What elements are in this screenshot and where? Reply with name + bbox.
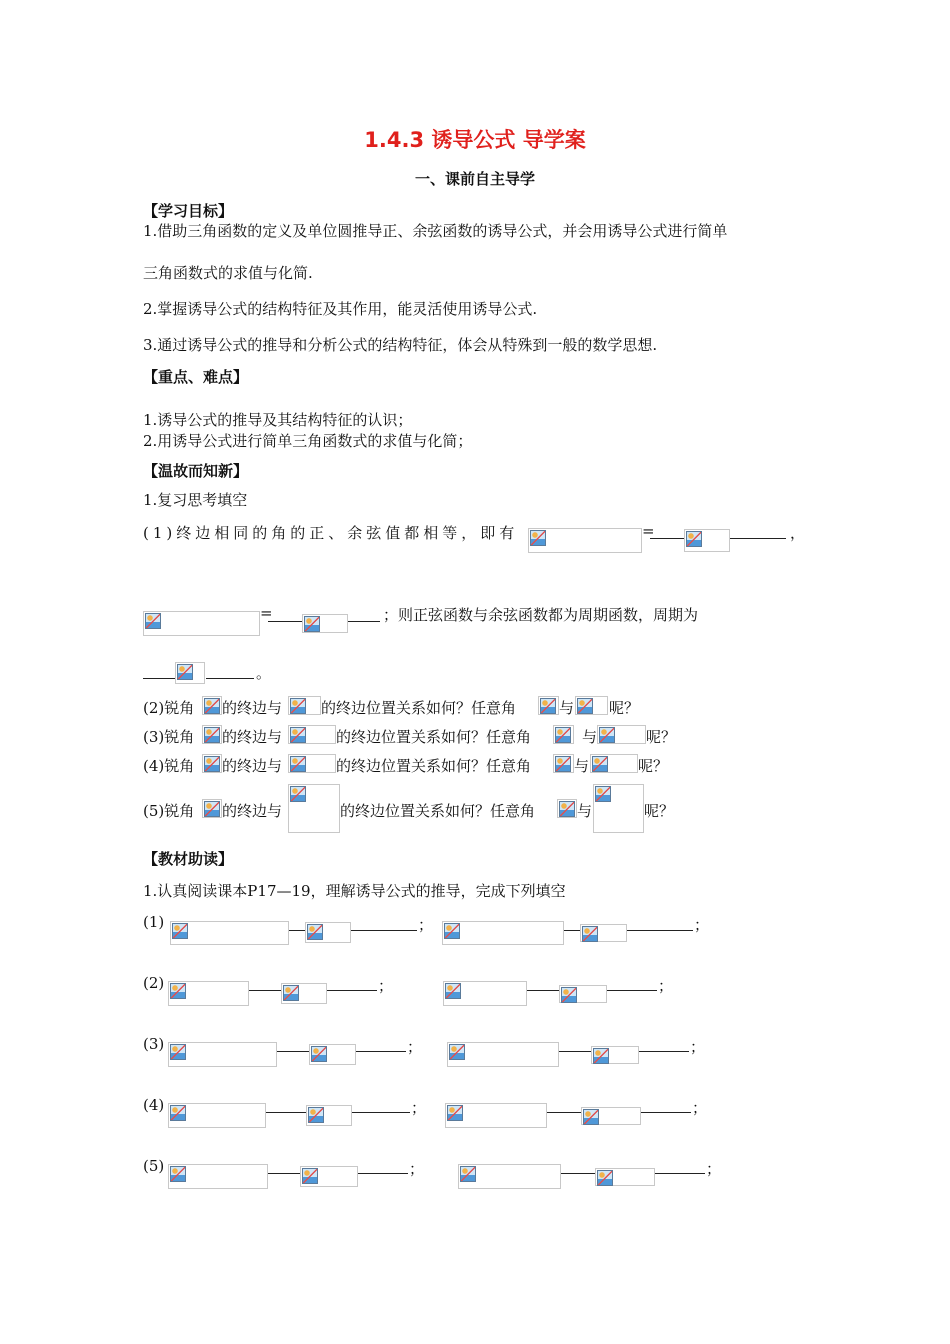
- blank-line: [348, 621, 380, 622]
- blank-line: [639, 1051, 689, 1052]
- separator: ；: [409, 1160, 425, 1178]
- blank-line: [249, 990, 281, 991]
- q3-text: 与: [582, 728, 598, 746]
- broken-image-icon: [577, 698, 593, 714]
- formula-image: [281, 983, 327, 1004]
- q2-text: 与: [559, 699, 575, 717]
- fill-label: (5): [143, 1157, 165, 1175]
- q2-text: 的终边位置关系如何？任意角: [321, 699, 517, 717]
- q4-text: 的终边与: [222, 757, 283, 775]
- broken-image-icon: [283, 985, 299, 1001]
- formula-image: [442, 921, 564, 945]
- formula-image: [305, 922, 351, 943]
- formula-image: [553, 725, 574, 744]
- formula-image: [168, 1164, 268, 1189]
- separator: ；: [378, 977, 394, 995]
- equals-sign: =: [642, 522, 655, 540]
- broken-image-icon: [170, 1105, 186, 1121]
- blank-line: [143, 678, 175, 679]
- broken-image-icon: [311, 1046, 327, 1062]
- broken-image-icon: [145, 613, 161, 629]
- formula-image: [288, 754, 336, 773]
- broken-image-icon: [302, 1168, 318, 1184]
- broken-image-icon: [599, 727, 615, 743]
- reading-intro: 1.认真阅读课本P17—19，理解诱导公式的推导，完成下列填空: [143, 882, 566, 900]
- blank-line: [351, 930, 417, 931]
- broken-image-icon: [177, 664, 193, 680]
- broken-image-icon: [290, 756, 306, 772]
- broken-image-icon: [172, 923, 188, 939]
- blank-line: [564, 930, 580, 931]
- q4-text: 呢？: [638, 757, 669, 775]
- broken-image-icon: [592, 756, 608, 772]
- formula-image: [175, 662, 205, 684]
- separator: ；: [418, 916, 434, 934]
- formula-image: [288, 725, 336, 744]
- formula-image: [458, 1164, 561, 1189]
- review-intro: 1.复习思考填空: [143, 491, 248, 509]
- broken-image-icon: [204, 727, 220, 743]
- broken-image-icon: [204, 801, 220, 817]
- formula-image: [528, 528, 642, 553]
- q3-text: 的终边位置关系如何？任意角: [336, 728, 532, 746]
- formula-image: [443, 981, 527, 1006]
- formula-image: [202, 754, 222, 773]
- blank-line: [559, 1051, 591, 1052]
- blank-line: [641, 1112, 691, 1113]
- broken-image-icon: [304, 616, 320, 632]
- fill-label: (3): [143, 1035, 165, 1053]
- formula-image: [288, 696, 321, 715]
- formula-image: [288, 784, 340, 833]
- broken-image-icon: [460, 1166, 476, 1182]
- formula-image: [580, 924, 627, 942]
- broken-image-icon: [530, 530, 546, 546]
- objective-1-cont: 三角函数式的求值与化简.: [143, 264, 313, 282]
- formula-image: [591, 1046, 639, 1064]
- formula-image: [168, 981, 249, 1006]
- blank-line: [268, 621, 302, 622]
- blank-line: [358, 1173, 408, 1174]
- blank-line: [289, 930, 305, 931]
- objective-3: 3.通过诱导公式的推导和分析公式的结构特征，体会从特殊到一般的数学思想.: [143, 336, 658, 354]
- q2-label: (2)锐角: [143, 699, 195, 717]
- broken-image-icon: [290, 786, 306, 802]
- broken-image-icon: [170, 1044, 186, 1060]
- doc-title: 1.4.3 诱导公式 导学案: [364, 128, 586, 152]
- equals-sign: =: [260, 604, 273, 622]
- blank-line: [561, 1173, 595, 1174]
- blank-line: [268, 1173, 300, 1174]
- broken-image-icon: [308, 1107, 324, 1123]
- q5-text: 呢？: [644, 802, 675, 820]
- broken-image-icon: [447, 1105, 463, 1121]
- blank-line: [277, 1051, 309, 1052]
- section-subtitle: 一、课前自主导学: [414, 170, 535, 188]
- separator: ；: [407, 1038, 423, 1056]
- broken-image-icon: [290, 698, 306, 714]
- formula-image: [597, 725, 646, 744]
- blank-line: [527, 990, 559, 991]
- blank-line: [607, 990, 657, 991]
- key-point-2: 2.用诱导公式进行简单三角函数式的求值与化简；: [143, 432, 473, 450]
- comma: ，: [790, 524, 806, 542]
- key-points-heading: 【重点、难点】: [143, 368, 249, 386]
- formula-image: [300, 1166, 358, 1187]
- blank-line: [356, 1051, 406, 1052]
- q5-text: 的终边位置关系如何？任意角: [340, 802, 536, 820]
- formula-image: [557, 799, 577, 818]
- q2-text: 的终边与: [222, 699, 283, 717]
- formula-image: [684, 529, 730, 552]
- separator: ；: [694, 916, 710, 934]
- broken-image-icon: [449, 1044, 465, 1060]
- reading-heading: 【教材助读】: [143, 850, 234, 868]
- blank-line: [627, 930, 693, 931]
- q1-prefix: (1)终边相同的角的正、余弦值都相等，即有: [143, 524, 519, 542]
- formula-image: [202, 696, 222, 715]
- broken-image-icon: [444, 923, 460, 939]
- blank-line: [206, 678, 254, 679]
- q5-text: 的终边与: [222, 802, 283, 820]
- broken-image-icon: [170, 983, 186, 999]
- q4-text: 与: [574, 757, 590, 775]
- formula-image: [202, 725, 222, 744]
- broken-image-icon: [170, 1166, 186, 1182]
- blank-line: [266, 1112, 306, 1113]
- broken-image-icon: [307, 924, 323, 940]
- formula-image: [575, 696, 608, 715]
- broken-image-icon: [595, 786, 611, 802]
- broken-image-icon: [540, 698, 556, 714]
- blank-line: [730, 538, 786, 539]
- formula-image: [168, 1103, 266, 1128]
- separator: ；: [706, 1160, 722, 1178]
- formula-image: [581, 1107, 641, 1125]
- review-heading: 【温故而知新】: [143, 462, 249, 480]
- broken-image-icon: [686, 531, 702, 547]
- q2-text: 呢？: [609, 699, 640, 717]
- period-statement: ；则正弦函数与余弦函数都为周期函数，周期为: [383, 606, 699, 624]
- formula-image: [595, 1168, 655, 1186]
- formula-image: [538, 696, 559, 715]
- broken-image-icon: [559, 801, 575, 817]
- separator: ；: [411, 1099, 427, 1117]
- q3-text: 的终边与: [222, 728, 283, 746]
- broken-image-icon: [597, 1170, 613, 1186]
- objectives-heading: 【学习目标】: [143, 202, 234, 220]
- fill-label: (2): [143, 974, 165, 992]
- broken-image-icon: [582, 926, 598, 942]
- blank-line: [655, 1173, 705, 1174]
- q5-text: 与: [577, 802, 593, 820]
- fill-label: (4): [143, 1096, 165, 1114]
- objective-2: 2.掌握诱导公式的结构特征及其作用，能灵活使用诱导公式.: [143, 300, 538, 318]
- key-point-1: 1.诱导公式的推导及其结构特征的认识；: [143, 411, 413, 429]
- q3-text: 呢？: [646, 728, 677, 746]
- q5-label: (5)锐角: [143, 802, 195, 820]
- formula-image: [447, 1042, 559, 1067]
- separator: ；: [690, 1038, 706, 1056]
- objective-1: 1.借助三角函数的定义及单位圆推导正、余弦函数的诱导公式，并会用诱导公式进行简单: [143, 222, 728, 240]
- blank-line: [352, 1112, 410, 1113]
- q3-label: (3)锐角: [143, 728, 195, 746]
- separator: ；: [692, 1099, 708, 1117]
- broken-image-icon: [204, 698, 220, 714]
- broken-image-icon: [290, 727, 306, 743]
- q4-text: 的终边位置关系如何？任意角: [336, 757, 532, 775]
- formula-image: [559, 985, 607, 1003]
- separator: ；: [658, 977, 674, 995]
- formula-image: [553, 754, 574, 773]
- period-end: 。: [256, 664, 272, 682]
- broken-image-icon: [555, 756, 571, 772]
- formula-image: [306, 1105, 352, 1126]
- q4-label: (4)锐角: [143, 757, 195, 775]
- formula-image: [168, 1042, 277, 1067]
- broken-image-icon: [555, 727, 571, 743]
- blank-line: [327, 990, 377, 991]
- broken-image-icon: [204, 756, 220, 772]
- blank-line: [650, 538, 684, 539]
- broken-image-icon: [561, 987, 577, 1003]
- formula-image: [170, 921, 289, 945]
- broken-image-icon: [593, 1048, 609, 1064]
- broken-image-icon: [445, 983, 461, 999]
- formula-image: [202, 799, 222, 818]
- formula-image: [593, 784, 644, 833]
- blank-line: [547, 1112, 581, 1113]
- formula-image: [309, 1044, 356, 1065]
- broken-image-icon: [583, 1109, 599, 1125]
- fill-label: (1): [143, 913, 165, 931]
- formula-image: [302, 614, 348, 633]
- formula-image: [445, 1103, 547, 1128]
- formula-image: [590, 754, 638, 773]
- formula-image: [143, 611, 260, 636]
